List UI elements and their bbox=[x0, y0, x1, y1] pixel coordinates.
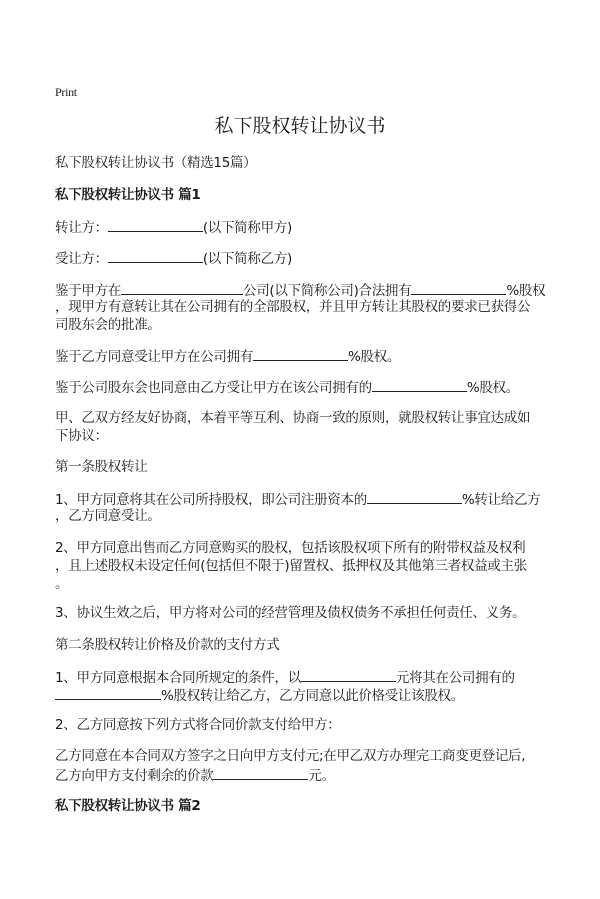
paragraph bbox=[55, 346, 400, 366]
text: (以下简称甲方) bbox=[202, 220, 292, 236]
clause bbox=[55, 667, 515, 687]
clause: 3、协议生效之后，甲方将对公司的经营管理及债权债务不承担任何责任、义务。 bbox=[55, 605, 526, 621]
label: 转让方： bbox=[55, 220, 108, 236]
paragraph-line: 下协议： bbox=[55, 428, 108, 444]
text: 元。 bbox=[308, 768, 335, 784]
blank-field bbox=[108, 217, 203, 232]
document-title: 私下股权转让协议书 bbox=[214, 115, 386, 137]
blank-field bbox=[372, 377, 467, 392]
clause-line: 乙方同意在本合同双方签字之日向甲方支付元;在甲乙双方办理完工商变更登记后, bbox=[55, 748, 526, 764]
blank-field bbox=[367, 489, 462, 504]
print-link[interactable]: Print bbox=[55, 85, 77, 99]
text: 1、甲方同意根据本合同所规定的条件，以 bbox=[55, 670, 301, 686]
transferor-line bbox=[55, 217, 292, 237]
paragraph-line: 甲、乙双方经友好协商，本着平等互利、协商一致的原则，就股权转让事宜达成如 bbox=[55, 410, 531, 426]
blank-field bbox=[301, 667, 396, 682]
blank-field bbox=[411, 280, 506, 295]
section-heading-2: 私下股权转让协议书 篇2 bbox=[55, 798, 201, 814]
clause: 2、乙方同意按下列方式将合同价款支付给甲方： bbox=[55, 717, 341, 733]
paragraph bbox=[55, 377, 519, 397]
section-heading-1: 私下股权转让协议书 篇1 bbox=[55, 187, 201, 203]
clause-line: ，且上述股权未设定任何(包括但不限于)留置权、抵押权及其他第三者权益或主张 bbox=[55, 558, 527, 574]
clause bbox=[55, 489, 540, 509]
paragraph-line: ，现甲方有意转让其在公司拥有的全部股权，并且甲方转让其股权的要求已获得公 bbox=[55, 299, 531, 315]
text: %股权 bbox=[506, 283, 546, 299]
clause-line bbox=[55, 685, 464, 705]
clause-line: 2、甲方同意出售而乙方同意购买的股权，包括该股权项下所有的附带权益及权利 bbox=[55, 540, 526, 556]
clause-line: 。 bbox=[55, 576, 69, 592]
text: 鉴于公司股东会也同意由乙方受让甲方在该公司拥有的 bbox=[55, 380, 372, 396]
clause-line: ，乙方同意受让。 bbox=[55, 508, 161, 524]
clause-line bbox=[55, 765, 335, 785]
text: (以下简称乙方) bbox=[202, 251, 292, 267]
text: 鉴于甲方在 bbox=[55, 283, 121, 299]
text: %股权转让给乙方，乙方同意以此价格受让该股权。 bbox=[161, 688, 464, 704]
text: 公司(以下简称公司)合法拥有 bbox=[243, 283, 412, 299]
blank-field bbox=[253, 346, 348, 361]
article-heading-2: 第二条股权转让价格及价款的支付方式 bbox=[55, 637, 280, 653]
blank-field bbox=[55, 685, 161, 700]
subtitle: 私下股权转让协议书（精选15篇） bbox=[55, 155, 257, 171]
blank-field bbox=[108, 248, 203, 263]
text: %股权。 bbox=[466, 380, 519, 396]
label: 受让方： bbox=[55, 251, 108, 267]
transferee-line bbox=[55, 248, 292, 268]
article-heading-1: 第一条股权转让 bbox=[55, 459, 148, 475]
paragraph bbox=[55, 280, 545, 300]
blank-field bbox=[121, 280, 243, 295]
blank-field bbox=[213, 765, 308, 780]
text: 元将其在公司拥有的 bbox=[395, 670, 515, 686]
text: 乙方向甲方支付剩余的价款 bbox=[55, 768, 214, 784]
text: 鉴于乙方同意受让甲方在公司拥有 bbox=[55, 349, 253, 365]
text: %股权。 bbox=[348, 349, 401, 365]
paragraph-line: 司股东会的批准。 bbox=[55, 317, 161, 333]
text: 1、甲方同意将其在公司所持股权，即公司注册资本的 bbox=[55, 492, 367, 508]
text: %转让给乙方 bbox=[461, 492, 541, 508]
